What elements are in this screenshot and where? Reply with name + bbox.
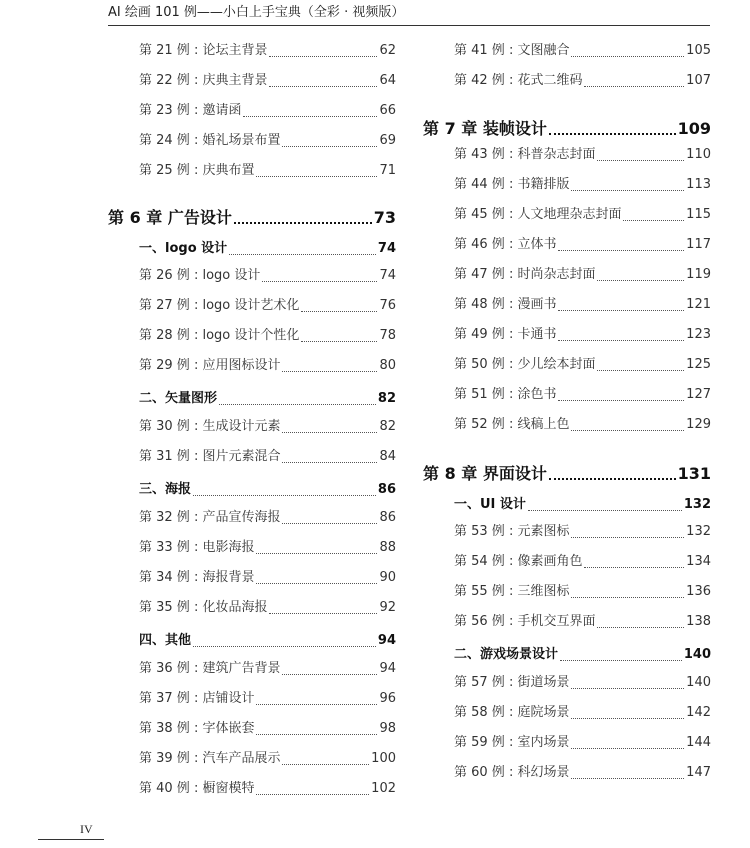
dot-leader	[269, 85, 377, 87]
toc-section[interactable]	[454, 496, 711, 514]
toc-page-number: 96	[379, 691, 396, 706]
toc-entry-label: 第 48 例 : 漫画书	[454, 297, 557, 312]
toc-page-number: 90	[379, 570, 396, 585]
toc-page-number: 109	[677, 119, 711, 138]
toc-entry-label: 第 23 例 : 邀请函	[139, 103, 242, 118]
dot-leader	[282, 370, 377, 372]
toc-chapter[interactable]	[108, 207, 396, 229]
toc-entry-label: 第 51 例 : 涂色书	[454, 387, 557, 402]
toc-entry-label: 第 39 例 : 汽车产品展示	[139, 751, 281, 766]
dot-leader	[597, 279, 684, 281]
dot-leader	[269, 55, 377, 57]
toc-entry-label: 第 34 例 : 海报背景	[139, 570, 255, 585]
dot-leader	[558, 339, 684, 341]
toc-page-number: 121	[686, 297, 711, 312]
toc-page-number: 107	[686, 73, 711, 88]
toc-page-number: 132	[686, 524, 711, 539]
dot-leader	[282, 145, 377, 147]
toc-page-number: 117	[686, 237, 711, 252]
toc-page-number: 86	[379, 510, 396, 525]
toc-section[interactable]	[139, 240, 396, 258]
toc-item[interactable]	[454, 704, 711, 722]
toc-item[interactable]	[139, 599, 396, 617]
toc-item[interactable]	[454, 416, 711, 434]
toc-item[interactable]	[454, 146, 711, 164]
toc-entry-label: 第 43 例 : 科普杂志封面	[454, 147, 596, 162]
toc-page-number: 129	[686, 417, 711, 432]
toc-chapter[interactable]	[423, 118, 711, 140]
dot-leader	[549, 132, 676, 135]
toc-page-number: 94	[379, 661, 396, 676]
toc-entry-label: 第 60 例 : 科幻场景	[454, 765, 570, 780]
toc-entry-label: 第 30 例 : 生成设计元素	[139, 419, 281, 434]
toc-item[interactable]	[454, 523, 711, 541]
toc-page-number: 98	[379, 721, 396, 736]
toc-entry-label: 第 26 例 : logo 设计	[139, 268, 261, 283]
dot-leader	[234, 221, 372, 224]
toc-item[interactable]	[139, 418, 396, 436]
dot-leader	[584, 566, 684, 568]
dot-leader	[229, 253, 376, 255]
toc-entry-label: 第 42 例 : 花式二维码	[454, 73, 583, 88]
toc-entry-label: 第 6 章 广告设计	[108, 208, 232, 227]
toc-page-number: 144	[686, 735, 711, 750]
toc-page-number: 140	[686, 675, 711, 690]
dot-leader	[571, 429, 684, 431]
toc-entry-label: 第 53 例 : 元素图标	[454, 524, 570, 539]
dot-leader	[256, 582, 377, 584]
toc-page-number: 80	[379, 358, 396, 373]
toc-entry-label: 第 37 例 : 店铺设计	[139, 691, 255, 706]
dot-leader	[193, 494, 376, 496]
dot-leader	[282, 431, 377, 433]
toc-entry-label: 二、游戏场景设计	[454, 647, 559, 662]
toc-item[interactable]	[454, 356, 711, 374]
toc-page-number: 105	[686, 43, 711, 58]
toc-item[interactable]	[139, 42, 396, 60]
running-header	[108, 3, 710, 26]
toc-entry-label: 第 7 章 装帧设计	[423, 119, 547, 138]
dot-leader	[301, 340, 377, 342]
toc-item[interactable]	[454, 72, 711, 90]
toc-page-number: 74	[377, 241, 396, 256]
toc-entry-label: 第 59 例 : 室内场景	[454, 735, 570, 750]
dot-leader	[571, 55, 684, 57]
toc-page-number: 102	[371, 781, 396, 796]
dot-leader	[558, 309, 684, 311]
toc-page-number: 76	[379, 298, 396, 313]
toc-item[interactable]	[139, 297, 396, 315]
toc-page-number: 66	[379, 103, 396, 118]
dot-leader	[256, 175, 377, 177]
toc-entry-label: 第 27 例 : logo 设计艺术化	[139, 298, 300, 313]
toc-page-number: 94	[377, 633, 396, 648]
dot-leader	[597, 626, 684, 628]
toc-section[interactable]	[139, 481, 396, 499]
toc-page-number: 82	[379, 419, 396, 434]
dot-leader	[282, 763, 369, 765]
dot-leader	[256, 552, 377, 554]
toc-page-number: 84	[379, 449, 396, 464]
toc-page-number: 73	[373, 208, 396, 227]
toc-page-number: 134	[686, 554, 711, 569]
toc-entry-label: 第 28 例 : logo 设计个性化	[139, 328, 300, 343]
dot-leader	[571, 536, 684, 538]
toc-entry-label: 第 41 例 : 文图融合	[454, 43, 570, 58]
toc-page-number: 74	[379, 268, 396, 283]
dot-leader	[597, 369, 684, 371]
toc-item[interactable]	[454, 296, 711, 314]
dot-leader	[262, 280, 377, 282]
toc-item[interactable]	[139, 448, 396, 466]
toc-entry-label: 四、其他	[139, 633, 192, 648]
toc-page-number: 92	[379, 600, 396, 615]
dot-leader	[571, 687, 684, 689]
toc-entry-label: 第 52 例 : 线稿上色	[454, 417, 570, 432]
toc-item[interactable]	[454, 613, 711, 631]
toc-item[interactable]	[454, 326, 711, 344]
toc-page-number: 115	[686, 207, 711, 222]
toc-entry-label: 第 22 例 : 庆典主背景	[139, 73, 268, 88]
toc-entry-label: 第 31 例 : 图片元素混合	[139, 449, 281, 464]
toc-entry-label: 第 35 例 : 化妆品海报	[139, 600, 268, 615]
toc-item[interactable]	[139, 357, 396, 375]
toc-page-number: 125	[686, 357, 711, 372]
dot-leader	[623, 219, 684, 221]
toc-page-number: 136	[686, 584, 711, 599]
toc-page-number: 64	[379, 73, 396, 88]
toc-item[interactable]	[139, 539, 396, 557]
dot-leader	[528, 509, 682, 511]
toc-section[interactable]	[454, 646, 711, 664]
toc-entry-label: 第 50 例 : 少儿绘本封面	[454, 357, 596, 372]
toc-entry-label: 第 44 例 : 书籍排版	[454, 177, 570, 192]
toc-item[interactable]	[139, 509, 396, 527]
toc-page-number: 132	[683, 497, 711, 512]
toc-item[interactable]	[139, 72, 396, 90]
toc-item[interactable]	[139, 267, 396, 285]
toc-entry-label: 第 49 例 : 卡通书	[454, 327, 557, 342]
dot-leader	[256, 733, 377, 735]
toc-entry-label: 第 32 例 : 产品宣传海报	[139, 510, 281, 525]
dot-leader	[584, 85, 684, 87]
toc-item[interactable]	[454, 674, 711, 692]
dot-leader	[571, 717, 684, 719]
toc-item[interactable]	[139, 750, 396, 768]
toc-entry-label: 第 57 例 : 街道场景	[454, 675, 570, 690]
toc-item[interactable]	[454, 176, 711, 194]
toc-entry-label: 第 47 例 : 时尚杂志封面	[454, 267, 596, 282]
dot-leader	[282, 522, 377, 524]
toc-page-number: 140	[683, 647, 711, 662]
toc-entry-label: 第 40 例 : 橱窗模特	[139, 781, 255, 796]
dot-leader	[301, 310, 377, 312]
toc-page-number: 82	[377, 391, 396, 406]
toc-page-number: 110	[686, 147, 711, 162]
toc-page-number: 100	[371, 751, 396, 766]
dot-leader	[193, 645, 376, 647]
toc-item[interactable]	[454, 734, 711, 752]
toc-item[interactable]	[139, 720, 396, 738]
toc-section[interactable]	[139, 632, 396, 650]
toc-page-number: 71	[379, 163, 396, 178]
toc-section[interactable]	[139, 390, 396, 408]
toc-item[interactable]	[139, 102, 396, 120]
toc-page-number: 78	[379, 328, 396, 343]
toc-entry-label: 第 24 例 : 婚礼场景布置	[139, 133, 281, 148]
toc-item[interactable]	[454, 583, 711, 601]
toc-entry-label: 第 38 例 : 字体嵌套	[139, 721, 255, 736]
toc-page-number: 113	[686, 177, 711, 192]
dot-leader	[558, 249, 684, 251]
toc-entry-label: 第 29 例 : 应用图标设计	[139, 358, 281, 373]
toc-item[interactable]	[139, 569, 396, 587]
toc-item[interactable]	[139, 660, 396, 678]
toc-entry-label: 第 46 例 : 立体书	[454, 237, 557, 252]
toc-item[interactable]	[139, 780, 396, 798]
toc-entry-label: 第 36 例 : 建筑广告背景	[139, 661, 281, 676]
page-number: IV	[80, 822, 93, 836]
toc-entry-label: 第 45 例 : 人文地理杂志封面	[454, 207, 622, 222]
toc-item[interactable]	[454, 764, 711, 782]
dot-leader	[571, 747, 684, 749]
dot-leader	[256, 703, 377, 705]
toc-entry-label: 第 33 例 : 电影海报	[139, 540, 255, 555]
toc-chapter[interactable]	[423, 463, 711, 485]
book-title: AI 绘画 101 例——小白上手宝典（全彩 · 视频版）	[108, 5, 405, 20]
dot-leader	[282, 673, 377, 675]
toc-item[interactable]	[454, 206, 711, 224]
toc-page-number: 142	[686, 705, 711, 720]
dot-leader	[571, 596, 684, 598]
toc-page-number: 69	[379, 133, 396, 148]
toc-entry-label: 第 56 例 : 手机交互界面	[454, 614, 596, 629]
dot-leader	[571, 777, 684, 779]
toc-page-number: 131	[677, 464, 711, 483]
toc-entry-label: 二、矢量图形	[139, 391, 218, 406]
footer-rule	[38, 839, 104, 840]
dot-leader	[256, 793, 369, 795]
toc-entry-label: 三、海报	[139, 482, 192, 497]
toc-item[interactable]	[139, 132, 396, 150]
toc-item[interactable]	[139, 327, 396, 345]
toc-item[interactable]	[454, 42, 711, 60]
toc-page-number: 86	[377, 482, 396, 497]
toc-page-number: 138	[686, 614, 711, 629]
dot-leader	[219, 403, 376, 405]
dot-leader	[282, 461, 377, 463]
dot-leader	[558, 399, 684, 401]
toc-page-number: 147	[686, 765, 711, 780]
toc-entry-label: 第 8 章 界面设计	[423, 464, 547, 483]
toc-item[interactable]	[139, 162, 396, 180]
dot-leader	[597, 159, 684, 161]
toc-entry-label: 第 21 例 : 论坛主背景	[139, 43, 268, 58]
toc-page-number: 119	[686, 267, 711, 282]
toc-item[interactable]	[454, 266, 711, 284]
toc-page-number: 123	[686, 327, 711, 342]
toc-page-number: 88	[379, 540, 396, 555]
toc-entry-label: 一、logo 设计	[139, 241, 228, 256]
toc-entry-label: 一、UI 设计	[454, 497, 526, 512]
toc-entry-label: 第 54 例 : 像素画角色	[454, 554, 583, 569]
dot-leader	[243, 115, 377, 117]
toc-item[interactable]	[454, 553, 711, 571]
dot-leader	[269, 612, 377, 614]
toc-page-number: 62	[379, 43, 396, 58]
dot-leader	[571, 189, 684, 191]
toc-entry-label: 第 55 例 : 三维图标	[454, 584, 570, 599]
toc-item[interactable]	[139, 690, 396, 708]
dot-leader	[560, 659, 682, 661]
toc-item[interactable]	[454, 386, 711, 404]
toc-page-number: 127	[686, 387, 711, 402]
toc-item[interactable]	[454, 236, 711, 254]
toc-entry-label: 第 58 例 : 庭院场景	[454, 705, 570, 720]
toc-entry-label: 第 25 例 : 庆典布置	[139, 163, 255, 178]
dot-leader	[549, 477, 676, 480]
